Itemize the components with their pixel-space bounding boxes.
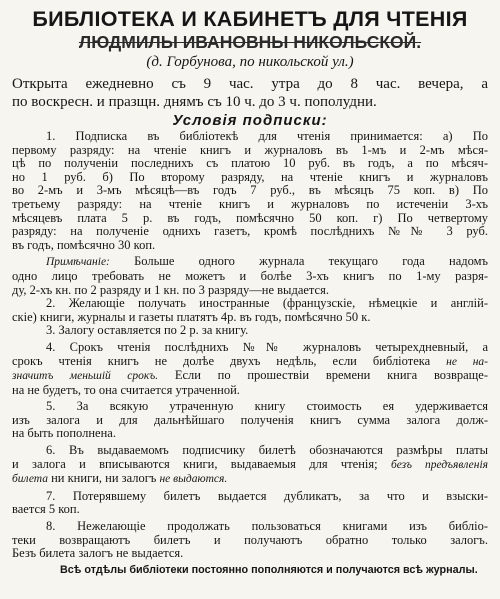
rule-6-line [12, 472, 488, 487]
rule-1-line: 1. Подписка въ библiотекѣ для чтенiя принимается: а) По [46, 130, 488, 143]
rule-1-line: но 1 руб. б) По второму разряду, на чтенiе книгъ и журналовъ [12, 170, 488, 184]
rule-1-line: мѣсяцевъ плата 5 р. въ годъ, помѣсячно 50 коп. г) По четвертому [12, 211, 488, 225]
rule-4-line: на не будетъ, то она считается утраченной. [12, 383, 240, 397]
rule-6-text: ни книги, ни залогъ [51, 472, 157, 486]
note-line: ду, 2-хъ кн. по 2 разряду и 1 кн. по 3 разряду—не выдается. [12, 283, 329, 297]
rule-1-line: во 2-мъ и 3-мъ мѣсяцѣ—въ годъ 7 руб., въ мѣсяцъ 75 коп. в) По [12, 184, 488, 198]
rule-4-text: Если по прошествiи времени книга возвраще- [174, 369, 488, 383]
rule-6-line [12, 458, 488, 473]
rule-1-line: разряду: на полученiе однихъ газетъ, кромѣ послѣднихъ №№ 3 руб. [12, 225, 488, 239]
owner-name: ЛЮДМИЛЫ ИВАНОВНЫ НИКОЛЬСКОЙ. [78, 32, 422, 52]
note-line: одно лицо требовать не можетъ и болѣе 3-хъ книгъ по 1-му разря- [12, 269, 488, 283]
note-label: Примѣчанiе: [46, 256, 110, 269]
hours-line: Открыта ежедневно съ 9 час. утра до 8 час. вечера, а [12, 76, 488, 92]
conditions-heading: Условiя подписки: [172, 112, 328, 129]
rule-4-text: срокъ чтенiя книгъ не долѣе двухъ недѣль, если библiотека [12, 354, 431, 368]
note-line [12, 255, 488, 270]
rule-4-line: 4. Срокъ чтенiя послѣднихъ №№ журналовъ четырехдневный, а [46, 340, 488, 354]
rule-2-line: 2. Желающiе получать иностранные (французскiе, нѣмецкiе и англiй- [46, 297, 488, 311]
rule-8-line: 8. Нежелающiе продолжать пользоваться книгами изъ библiо- [46, 520, 488, 534]
address: (д. Горбунова, по никольской ул.) [146, 54, 354, 70]
rule-4-line [12, 355, 488, 370]
rule-3-line: 3. Залогу оставляется по 2 р. за книгу. [46, 324, 249, 338]
rule-5-line: на быть пополнена. [12, 427, 116, 441]
rule-8-line: теки возвращаютъ билетъ и получаютъ обратно только залогъ. [12, 533, 488, 547]
rule-2-line: скiе) книги, журналы и газеты платятъ 4р. въ годъ, помѣсячно 50 к. [12, 310, 371, 324]
rule-1-line: цѣ по полученiи последнихъ съ платою 10 руб. въ годъ, а по мѣсяч- [12, 157, 488, 171]
opening-hours [12, 75, 488, 111]
rule-5-line: изъ залога и для дальнѣйшаго полученiя книгъ сумма залога долж- [12, 413, 488, 427]
rule-4-line [12, 369, 488, 384]
rules-list [12, 130, 488, 561]
rule-4-italic: значитъ меньшiй срокъ. [12, 370, 159, 383]
rule-1-line: въ годъ, помѣсячно 30 коп. [12, 238, 156, 252]
rule-1-line: первому разряду: на чтенiе книгъ и журналовъ въ 1-мъ и 2-мъ мѣся- [12, 143, 488, 157]
rule-4-italic: не на- [446, 355, 488, 368]
rule-7-line: 7. Потерявшему билетъ выдается дубликатъ, за что и взыски- [46, 489, 488, 503]
rule-6-text: и залога и вписываются книги, выдаваемыя для чтенiя; [12, 457, 378, 471]
rule-6-italic: билета [12, 473, 48, 486]
rule-7-line: вается 5 коп. [12, 503, 80, 517]
rule-8-line: Безъ билета залогъ не выдается. [12, 547, 184, 561]
rule-1-line: третьему разряду: на чтенiе книгъ и журналовъ по истеченiи 3-хъ [12, 197, 488, 211]
hours-line: по воскресн. и празщн. днямъ съ 10 ч. до 3 ч. пополудни. [12, 94, 377, 110]
notice-title: БИБЛIОТЕКА И КАБИНЕТЪ ДЛЯ ЧТЕНIЯ [32, 7, 468, 31]
rule-6-italic: безъ предъявленiя [390, 458, 488, 471]
footer-note: Всѣ отдѣлы библiотеки постоянно пополняются и получаются всѣ журналы. [60, 563, 478, 576]
rule-6-line: 6. Въ выдаваемомъ подписчику билетѣ обозначаются размѣры платы [46, 444, 488, 458]
note-text: Больше одного журнала текущаго года надомъ [134, 255, 488, 269]
rule-6-italic: не выдаются. [159, 473, 228, 486]
rule-5-line: 5. За всякую утраченную книгу стоимость ея удерживается [46, 400, 488, 414]
